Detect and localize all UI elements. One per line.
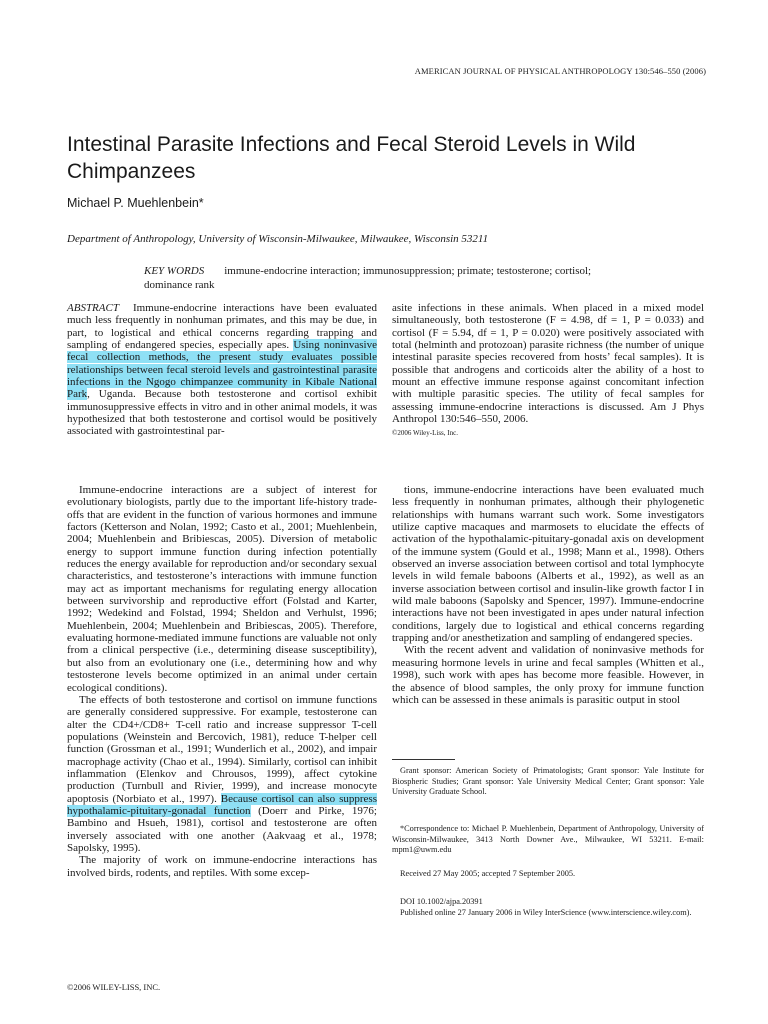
keywords-label: KEY WORDS xyxy=(144,265,205,277)
highlighted-text[interactable]: Because cortisol can also suppress hypothalamic-pituitary-gonadal function xyxy=(67,792,377,817)
footnote-grant xyxy=(392,766,704,798)
abstract-text-b: , Uganda. Because both testosterone and cortisol exhibit immunosuppressive effects in vitro and in other animal models, it was hypothesized that both testosterone and cortisol would be positively associated with gastrointestinal par- xyxy=(67,388,377,438)
paragraph: With the recent advent and validation of noninvasive methods for measuring hormone levels in urine and fecal samples (Whitten et al., 1998), such work with apes has become more feasible. However, in the absence of blood samples, the only proxy for immune function which can be assessed in these animals is parasitic output in stool xyxy=(392,644,704,706)
body-left-column xyxy=(67,484,377,879)
article-title: Intestinal Parasite Infections and Fecal Steroid Levels in Wild Chimpanzees xyxy=(67,133,636,183)
keywords-text: immune-endocrine interaction; immunosuppression; primate; testosterone; cortisol; dominance rank xyxy=(144,265,592,291)
abstract-right-column xyxy=(392,302,704,440)
correspondence-text: *Correspondence to: Michael P. Muehlenbein, Department of Anthropology, University of Wisconsin-Milwaukee, 3413 North Downer Ave., Milwaukee, WI 53211. E-mail: mpm1@uwm.edu xyxy=(392,824,704,855)
paragraph-text: (Doerr and Pirke, 1976; Bambino and Hsueh, 1981), cortisol and testosterone are often inversely associated with one another (Aakvaag et al., 1978; Sapolsky, 1995). xyxy=(67,804,377,854)
keywords xyxy=(144,264,624,292)
body-right-column xyxy=(392,484,704,706)
abstract-left-column xyxy=(67,302,377,438)
grant-text: Grant sponsor: American Society of Primatologists; Grant sponsor: Yale Institute for Biospheric Studies; Grant sponsor: Yale University Medical Center; Grant sponsor: Yale University Graduate School. xyxy=(392,766,704,797)
paragraph-text: The effects of both testosterone and cortisol on immune functions are generally considered suppressive. For example, testosterone can alter the CD4+/CD8+ T-cell ratio and increase suppressor T-cell populations (Weinstein and Bercovich, 1981), reduce T-helper cell function (Grossman et al., 1991; Wunderlich et al., 2002), and impair macrophage activity (Chao et al., 1994). Similarly, cortisol can inhibit inflammation (Elenkov and Chrousos, 1999), affect cytokine production (Turnbull and Rivier, 1999), and increase monocyte apoptosis (Norbiato et al., 1997). xyxy=(67,693,377,805)
paragraph: Immune-endocrine interactions are a subject of interest for evolutionary biologists, partly due to the important life-history trade-offs that are evident in the function of various hormones and immune factors (Ketterson and Nolan, 1992; Casto et al., 2001; Muehlenbein, 2004; Muehlenbein and Bribiescas, 2005). Diversion of metabolic energy to support immune function during infection potentially reduces the energy available for reproduction and/or secondary sexual characteristics, and testosterone’s interactions with immune function may act as important mechanisms for regulating energy allocation between survivorship and reproductive effort (Folstad and Karter, 1992; Wedekind and Folstad, 1994; Sheldon and Verhulst, 1996; Muehlenbein, 2004; Muehlenbein and Bribiescas, 2005). Therefore, evaluating hormone-mediated immune functions are valuable not only from a clinical perspective (i.e., determining disease susceptibility), but also from an evolutionary one (i.e., determining how and why testosterone levels become optimized in an animal under certain ecological conditions). xyxy=(67,484,377,694)
abstract-text-a: Immune-endocrine interactions have been evaluated much less frequently in nonhuman primates, and this may be due, in part, to logistical and ethical concerns regarding trapping and sampling of endangered species, especially apes. xyxy=(67,302,377,352)
footnote-publication xyxy=(392,897,704,918)
footnote-received xyxy=(392,869,704,880)
affiliation: Department of Anthropology, University of Wisconsin-Milwaukee, Milwaukee, Wisconsin 53211 xyxy=(67,233,489,245)
abstract-label: ABSTRACT xyxy=(67,302,119,314)
author-name: Michael P. Muehlenbein* xyxy=(67,196,204,210)
abstract-text-c: asite infections in these animals. When placed in a mixed model simultaneously, both testosterone (F = 4.98, df = 1, P = 0.033) and cortisol (F = 5.94, df = 1, P = 0.020) were positively associated with total (helminth and protozoan) parasite richness (the number of unique intestinal parasite species recovered from hosts’ fecal samples). It is possible that androgens and corticoids alter the ability of a host to mount an effective immune response against concomitant infection with multiple parasitic species. The utility of fecal samples for assessing immune-endocrine interactions is discussed. Am J Phys Anthropol 130:546–550, 2006. xyxy=(392,302,704,426)
footer-copyright: ©2006 WILEY-LISS, INC. xyxy=(67,982,161,992)
published-text: Published online 27 January 2006 in Wiley InterScience (www.interscience.wiley.com). xyxy=(400,907,692,917)
paragraph: The majority of work on immune-endocrine interactions has involved birds, rodents, and reptiles. With some excep- xyxy=(67,854,377,879)
paragraph: tions, immune-endocrine interactions have been evaluated much less frequently in nonhuman primates, although their phylogenetic relationships with humans warrant such work. Some investigators utilize captive macaques and marmosets to elucidate the effects of activation of the hypothalamic-pituitary-gonadal axis on development of the immune system (Gould et al., 1998; Mann et al., 1998). Others observed an inverse association between cortisol and total lymphocyte levels in wild female baboons (Alberts et al., 1992), as well as an inverse association between cortisol and insulin-like growth factor I in wild male baboons (Sapolsky and Spencer, 1997). Immune-endocrine interactions have not been investigated in apes under natural infection conditions, largely due to logistical and ethical concerns regarding trapping and/or anesthetization and sampling of endangered species. xyxy=(392,484,704,645)
doi-text[interactable]: DOI 10.1002/ajpa.20391 xyxy=(400,897,483,906)
received-text: Received 27 May 2005; accepted 7 September 2005. xyxy=(400,869,576,878)
highlighted-text[interactable]: Using noninvasive fecal collection methods, the present study evaluates possible relationships between fecal steroid levels and gastrointestinal parasite infections in the Ngogo chimpanzee community in Kibale National Park xyxy=(67,339,377,401)
paragraph xyxy=(67,694,377,854)
footnote-correspondence xyxy=(392,824,704,856)
journal-header: AMERICAN JOURNAL OF PHYSICAL ANTHROPOLOGY 130:546–550 (2006) xyxy=(414,66,706,76)
abstract-copyright: ©2006 Wiley-Liss, Inc. xyxy=(392,429,458,438)
footnote-divider xyxy=(392,759,455,760)
